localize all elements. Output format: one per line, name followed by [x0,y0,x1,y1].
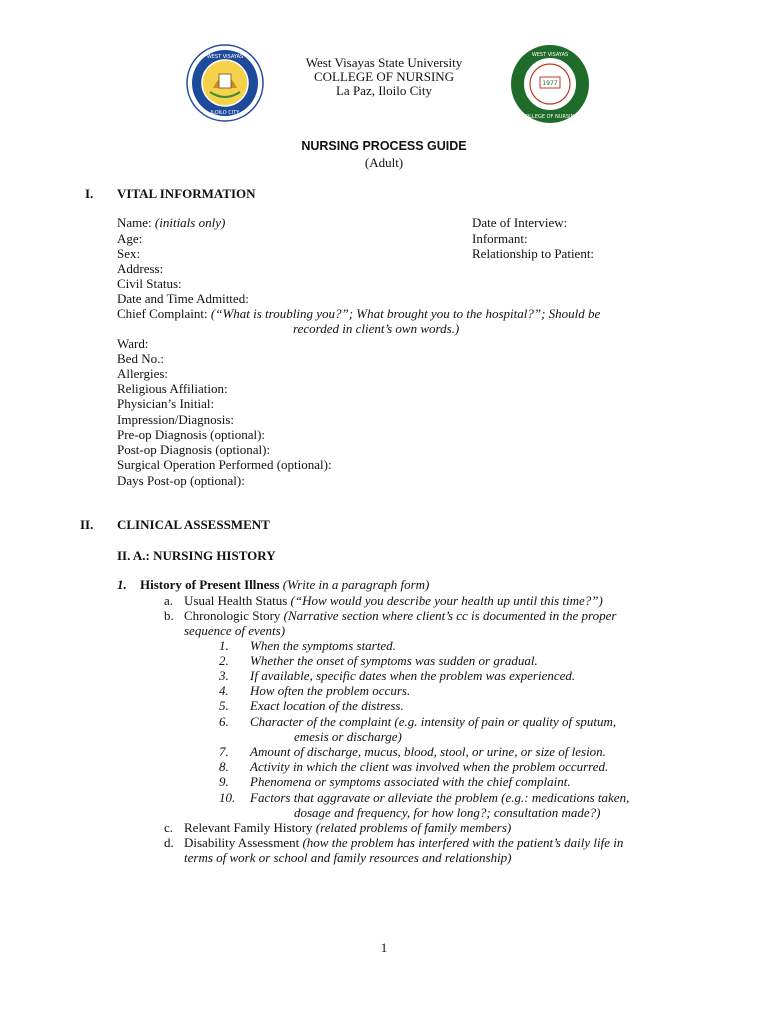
university-name: West Visayas State University [305,55,463,70]
svg-text:WEST VISAYAS: WEST VISAYAS [206,54,244,60]
field-name-hint: (initials only) [154,215,226,230]
field-religious-affiliation: Religious Affiliation: [117,381,228,396]
list-item-text: Activity in which the client was involved when the problem occurred. [250,759,609,774]
item1-title: History of Present Illness [140,577,280,592]
item1-number: 1. [117,577,127,592]
list-item-number: 5. [219,698,229,713]
item-b-hint: (Narrative section where client’s cc is documented in the proper [283,608,617,623]
list-item-text: How often the problem occurs. [250,683,411,698]
item-d [184,835,623,851]
svg-text:COLLEGE OF NURSING: COLLEGE OF NURSING [521,114,579,120]
field-sex: Sex: [117,246,141,261]
university-address: La Paz, Iloilo City [335,83,433,98]
list-item-text: When the symptoms started. [250,638,396,653]
list-item-text: Phenomena or symptoms associated with the chief complaint. [250,774,571,789]
item-c-hint: (related problems of family members) [315,820,512,835]
list-item-number: 8. [219,759,229,774]
list-item-text-cont: emesis or discharge) [294,729,402,744]
section1-title: VITAL INFORMATION [117,186,256,201]
field-relationship: Relationship to Patient: [472,246,595,261]
item1-heading [140,577,429,593]
field-informant: Informant: [472,231,528,246]
item-c [184,820,511,836]
seal-right [510,44,590,124]
section2-title: CLINICAL ASSESSMENT [117,517,270,532]
chief-complaint-hint-cont: recorded in client’s own words.) [293,321,460,336]
item-b-hint-cont: sequence of events) [184,623,286,638]
field-chief-complaint [117,306,600,322]
svg-text:WEST VISAYAS: WEST VISAYAS [531,52,569,58]
list-item-number: 7. [219,744,229,759]
list-item-text: If available, specific dates when the problem was experienced. [250,668,576,683]
list-item-number: 1. [219,638,229,653]
list-item-text: Exact location of the distress. [250,698,404,713]
field-date-of-interview: Date of Interview: [472,215,568,230]
field-age: Age: [117,231,143,246]
list-item-number: 2. [219,653,229,668]
field-bed-no: Bed No.: [117,351,164,366]
item-a-letter: a. [164,593,174,608]
chief-complaint-label: Chief Complaint: [117,306,208,321]
list-item-number: 4. [219,683,229,698]
seal-left [186,44,264,122]
field-civil-status: Civil Status: [117,276,182,291]
item-d-label: Disability Assessment [184,835,300,850]
field-days-postop: Days Post-op (optional): [117,473,245,488]
page-subtitle: (Adult) [364,155,404,170]
item-d-hint: (how the problem has interfered with the patient’s daily life in [302,835,624,850]
svg-text:ILOILO CITY: ILOILO CITY [210,110,240,116]
field-physician-initial: Physician’s Initial: [117,396,215,411]
item-a-label: Usual Health Status [184,593,288,608]
field-preop-diagnosis: Pre-op Diagnosis (optional): [117,427,266,442]
item-b-label: Chronologic Story [184,608,281,623]
list-item-text-cont: dosage and frequency, for how long?; consultation made?) [294,805,601,820]
field-address: Address: [117,261,164,276]
item-c-letter: c. [164,820,174,835]
list-item-number: 6. [219,714,229,729]
item-b [184,608,616,624]
list-item-number: 10. [219,790,236,805]
college-name: COLLEGE OF NURSING [313,69,455,84]
item-d-letter: d. [164,835,174,850]
field-ward: Ward: [117,336,149,351]
chief-complaint-hint: (“What is troubling you?”; What brought you to the hospital?”; Should be [210,306,601,321]
list-item-text: Factors that aggravate or alleviate the problem (e.g.: medications taken, [250,790,630,805]
field-date-admitted: Date and Time Admitted: [117,291,249,306]
item-a [184,593,603,609]
item-a-hint: (“How would you describe your health up until this time?”) [290,593,603,608]
section1-number: I. [85,186,94,201]
field-impression: Impression/Diagnosis: [117,412,234,427]
field-name-label: Name: [117,215,152,230]
item-b-letter: b. [164,608,174,623]
field-allergies: Allergies: [117,366,169,381]
svg-text:1977: 1977 [542,80,558,87]
section2-subtitle: II. A.: NURSING HISTORY [117,548,276,563]
list-item-text: Amount of discharge, mucus, blood, stool, or urine, or size of lesion. [250,744,606,759]
field-surgical-operation: Surgical Operation Performed (optional): [117,457,332,472]
page-number: 1 [380,940,388,955]
item1-hint: (Write in a paragraph form) [282,577,430,592]
item-d-hint-cont: terms of work or school and family resources and relationship) [184,850,512,865]
list-item-text: Whether the onset of symptoms was sudden or gradual. [250,653,538,668]
item-c-label: Relevant Family History [184,820,313,835]
list-item-text: Character of the complaint (e.g. intensity of pain or quality of sputum, [250,714,617,729]
list-item-number: 9. [219,774,229,789]
field-name [117,215,225,231]
list-item-number: 3. [219,668,229,683]
section2-number: II. [80,517,94,532]
field-postop-diagnosis: Post-op Diagnosis (optional): [117,442,271,457]
page-title: NURSING PROCESS GUIDE [301,139,467,153]
